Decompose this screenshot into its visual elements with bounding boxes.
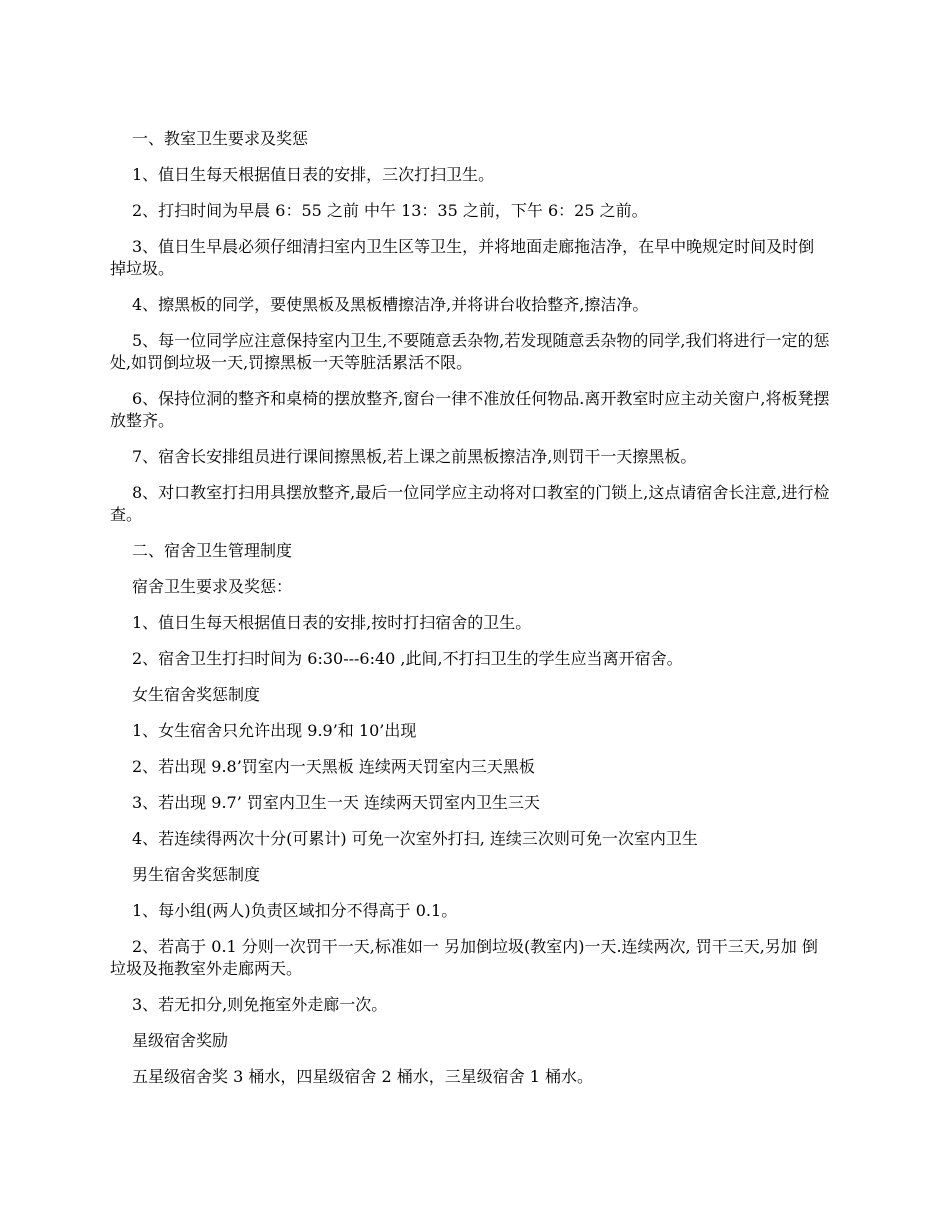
paragraph: 4、擦黑板的同学，要使黑板及黑板槽擦洁净,并将讲台收拾整齐,擦洁净。 [132,295,649,314]
paragraph: 2、打扫时间为早晨 6：55 之前 中午 13：35 之前，下午 6：25 之前。 [132,201,648,220]
section-heading-dormitory: 二、宿舍卫生管理制度 [132,541,293,560]
paragraph: 3、若无扣分,则免拖室外走廊一次。 [132,995,388,1014]
section-heading-classroom: 一、教室卫生要求及奖惩 [132,129,309,148]
paragraph: 五星级宿舍奖 3 桶水，四星级宿舍 2 桶水，三星级宿舍 1 桶水。 [132,1067,594,1086]
paragraph: 1、值日生每天根据值日表的安排，三次打扫卫生。 [132,165,495,184]
paragraph: 1、值日生每天根据值日表的安排,按时打扫宿舍的卫生。 [132,613,532,632]
paragraph: 2、宿舍卫生打扫时间为 6:30---6:40 ,此间,不打扫卫生的学生应当离开宿舍。 [132,649,683,668]
paragraph: 2、若出现 9.8’罚室内一天黑板 连续两天罚室内三天黑板 [132,757,535,776]
paragraph: 1、女生宿舍只允许出现 9.9’和 10’出现 [132,721,417,740]
subheading-female-dorm: 女生宿舍奖惩制度 [132,685,261,704]
paragraph: 8、对口教室打扫用具摆放整齐,最后一位同学应主动将对口教室的门锁上,这点请宿舍长注意,进行检查。 [110,483,830,524]
paragraph: 3、值日生早晨必须仔细清扫室内卫生区等卫生，并将地面走廊拖洁净，在早中晚规定时间及时倒掉垃圾。 [110,237,815,278]
paragraph: 6、保持位洞的整齐和桌椅的摆放整齐,窗台一律不准放任何物品.离开教室时应主动关窗户,将板凳摆放整齐。 [110,389,830,430]
subheading-dorm-requirements: 宿舍卫生要求及奖惩： [132,577,293,596]
paragraph: 7、宿舍长安排组员进行课间擦黑板,若上课之前黑板擦洁净,则罚干一天擦黑板。 [132,447,697,466]
subheading-male-dorm: 男生宿舍奖惩制度 [132,865,261,884]
paragraph: 4、若连续得两次十分(可累计) 可免一次室外打扫, 连续三次则可免一次室内卫生 [132,829,698,848]
paragraph: 2、若高于 0.1 分则一次罚干一天,标准如一 另加倒垃圾(教室内)一天.连续两次, 罚干三天,另加 倒垃圾及拖教室外走廊两天。 [110,937,818,978]
paragraph: 5、每一位同学应注意保持室内卫生,不要随意丢杂物,若发现随意丢杂物的同学,我们将进行一定的惩处,如罚倒垃圾一天,罚擦黑板一天等脏活累活不限。 [110,331,830,372]
paragraph: 3、若出现 9.7’ 罚室内卫生一天 连续两天罚室内卫生三天 [132,793,540,812]
paragraph: 1、每小组(两人)负责区域扣分不得高于 0.1。 [132,901,458,920]
subheading-star-dorm: 星级宿舍奖励 [132,1031,229,1050]
